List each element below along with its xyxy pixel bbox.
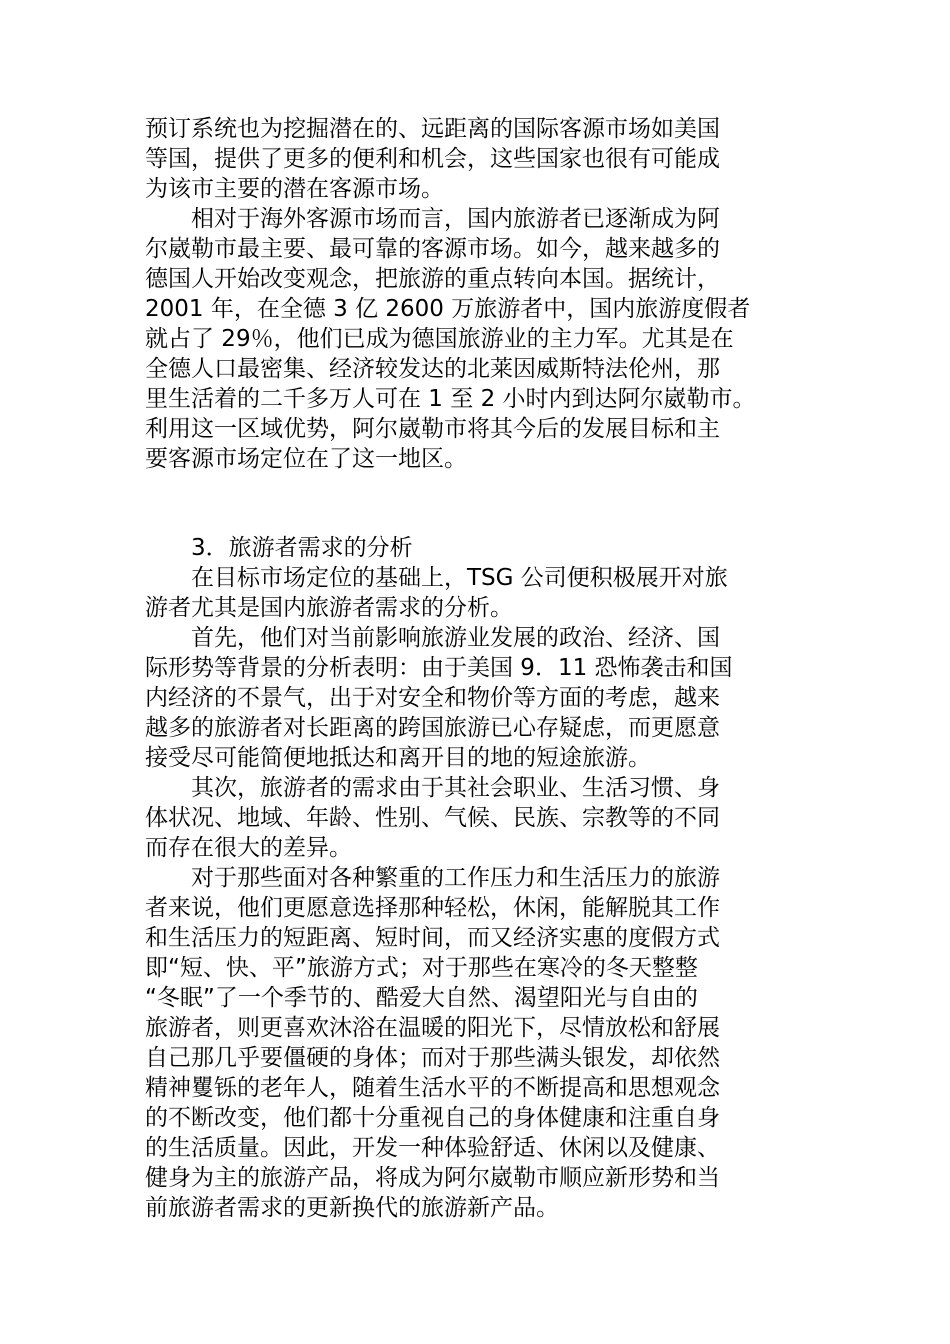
text-line: 全德人口最密集、经济较发达的北莱因威斯特法伦州，那 <box>145 356 720 382</box>
text-line: 健身为主的旅游产品，将成为阿尔崴勒市顺应新形势和当 <box>145 1165 720 1191</box>
text-line: 相对于海外客源市场而言，国内旅游者已逐渐成为阿 <box>191 206 720 232</box>
text-line: “冬眠”了一个季节的、酷爱大自然、渴望阳光与自由的 <box>145 985 698 1011</box>
text-line: 等国，提供了更多的便利和机会，这些国家也很有可能成 <box>145 146 720 172</box>
text-line: 在目标市场定位的基础上，TSG 公司便积极展开对旅 <box>191 565 728 591</box>
text-line: 的不断改变，他们都十分重视自己的身体健康和注重自身 <box>145 1105 720 1131</box>
text-line: 首先，他们对当前影响旅游业发展的政治、经济、国 <box>191 625 720 651</box>
text-line: 接受尽可能简便地抵达和离开目的地的短途旅游。 <box>145 745 651 771</box>
text-line: 而存在很大的差异。 <box>145 835 352 861</box>
text-line: 里生活着的二千多万人可在 1 至 2 小时内到达阿尔崴勒市。 <box>145 386 756 412</box>
text-line: 就占了 29％，他们已成为德国旅游业的主力军。尤其是在 <box>145 326 734 352</box>
text-line: 体状况、地域、年龄、性别、气候、民族、宗教等的不同 <box>145 805 720 831</box>
paragraph-continuation <box>145 114 813 204</box>
text-line: 和生活压力的短距离、短时间，而又经济实惠的度假方式 <box>145 925 720 951</box>
text-line: 对于那些面对各种繁重的工作压力和生活压力的旅游 <box>191 865 720 891</box>
text-line: 自己那几乎要僵硬的身体；而对于那些满头银发，却依然 <box>145 1045 720 1071</box>
paragraph-domestic-market <box>145 204 813 474</box>
text-line: 者来说，他们更愿意选择那种轻松，休闲，能解脱其工作 <box>145 895 720 921</box>
text-line: 其次，旅游者的需求由于其社会职业、生活习惯、身 <box>191 775 720 801</box>
text-line: 际形势等背景的分析表明：由于美国 9．11 恐怖袭击和国 <box>145 655 733 681</box>
text-line: 即“短、快、平”旅游方式；对于那些在寒冷的冬天整整 <box>145 955 698 981</box>
section-heading-block <box>145 533 813 563</box>
text-line: 要客源市场定位在了这一地区。 <box>145 446 467 472</box>
text-line: 尔崴勒市最主要、最可靠的客源市场。如今，越来越多的 <box>145 236 720 262</box>
paragraph-target-market <box>145 563 813 623</box>
text-line: 内经济的不景气，出于对安全和物价等方面的考虑，越来 <box>145 685 720 711</box>
text-line: 2001 年，在全德 3 亿 2600 万旅游者中，国内旅游度假者 <box>145 296 751 322</box>
paragraph-third <box>145 863 813 1223</box>
top-text-block <box>145 114 813 474</box>
text-line: 越多的旅游者对长距离的跨国旅游已心存疑虑，而更愿意 <box>145 715 720 741</box>
paragraph-second <box>145 773 813 863</box>
section-heading: 3．旅游者需求的分析 <box>191 535 413 561</box>
text-line: 旅游者，则更喜欢沐浴在温暖的阳光下，尽情放松和舒展 <box>145 1015 720 1041</box>
text-line: 游者尤其是国内旅游者需求的分析。 <box>145 595 513 621</box>
paragraph-first <box>145 623 813 773</box>
text-line: 前旅游者需求的更新换代的旅游新产品。 <box>145 1195 559 1221</box>
text-line: 的生活质量。因此，开发一种体验舒适、休闲以及健康、 <box>145 1135 720 1161</box>
bottom-text-block <box>145 563 813 1223</box>
text-line: 利用这一区域优势，阿尔崴勒市将其今后的发展目标和主 <box>145 416 720 442</box>
text-line: 为该市主要的潜在客源市场。 <box>145 176 444 202</box>
text-line: 德国人开始改变观念，把旅游的重点转向本国。据统计， <box>145 266 720 292</box>
text-line: 精神矍铄的老年人，随着生活水平的不断提高和思想观念 <box>145 1075 720 1101</box>
text-line: 预订系统也为挖掘潜在的、远距离的国际客源市场如美国 <box>145 116 720 142</box>
